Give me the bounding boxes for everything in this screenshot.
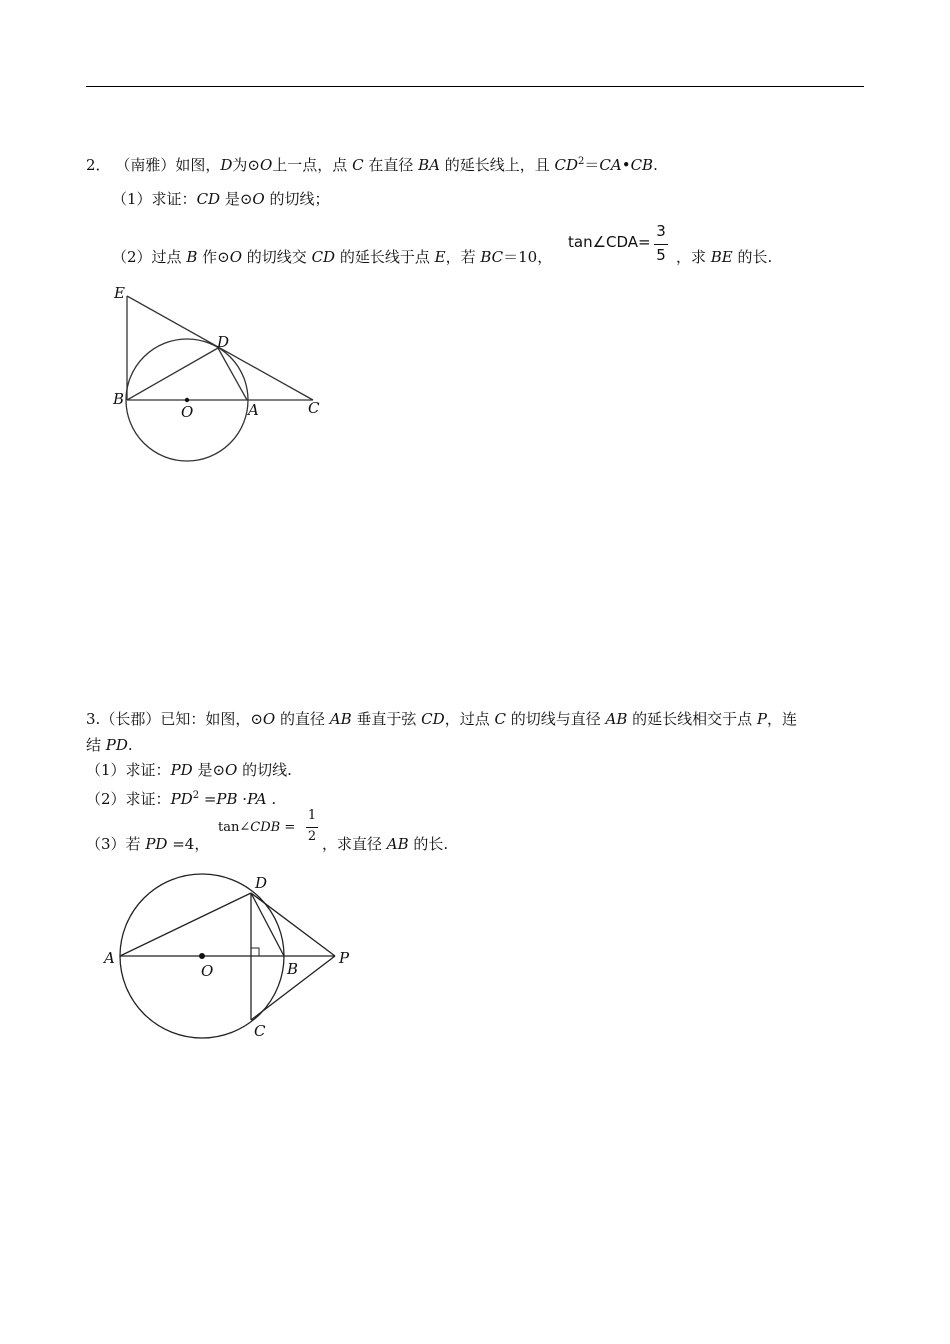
label-p: P: [339, 949, 350, 967]
label-d: D: [217, 333, 230, 351]
center-point-o: [199, 953, 205, 959]
problem-2-part-2-tail: ，求 BE 的长.: [676, 248, 773, 266]
label-b: B: [287, 960, 299, 978]
problem-3-tan-formula: tan∠CDB = 1 2: [218, 808, 317, 844]
problem-2-part-2: （2）过点 B 作⊙O 的切线交 CD 的延长线于点 E，若 BC＝10，: [112, 248, 553, 266]
label-o: O: [201, 962, 214, 980]
problem-number: 3.: [86, 710, 101, 728]
label-a: A: [104, 949, 115, 967]
problem-3-part-2: （2）求证：$PD^2 =PB \cdot PA$ .: [86, 790, 277, 808]
label-a: A: [248, 401, 259, 419]
label-b: B: [113, 390, 125, 408]
problem-source: （长郡）: [100, 710, 161, 728]
problem-3-stem-line-2: 结 PD.: [86, 736, 133, 754]
label-d: D: [255, 874, 268, 892]
label-c: C: [254, 1022, 266, 1040]
label-o: O: [181, 403, 194, 421]
problem-2-part-1: （1）求证：CD 是⊙O 的切线；: [112, 190, 330, 208]
tangent-dp: [251, 893, 335, 956]
label-c: C: [308, 399, 320, 417]
segment-db: [251, 893, 284, 956]
problem-source: （南雅）: [115, 156, 176, 174]
problem-number: 2．: [86, 156, 111, 174]
problem-3-part-1: （1）求证：PD 是⊙O 的切线.: [86, 761, 292, 779]
right-angle-mark: [251, 948, 259, 956]
problem-2-stem: 2． （南雅）如图，D为⊙O上一点，点 C 在直径 BA 的延长线上，且 $CD^2=CA•CB$.: [86, 156, 658, 174]
label-e: E: [114, 284, 125, 302]
problem-3-part-3: （3）若 PD =4，: [86, 835, 210, 853]
problem-3-stem-line-1: 3.（长郡）已知：如图，⊙O 的直径 AB 垂直于弦 CD，过点 C 的切线与直径 AB 的延长线相交于点 P，连: [86, 710, 798, 728]
problem-3-part-3-tail: ，求直径 AB 的长.: [322, 835, 449, 853]
problem-2-tan-formula: tan∠CDA= 3 5: [568, 222, 678, 268]
